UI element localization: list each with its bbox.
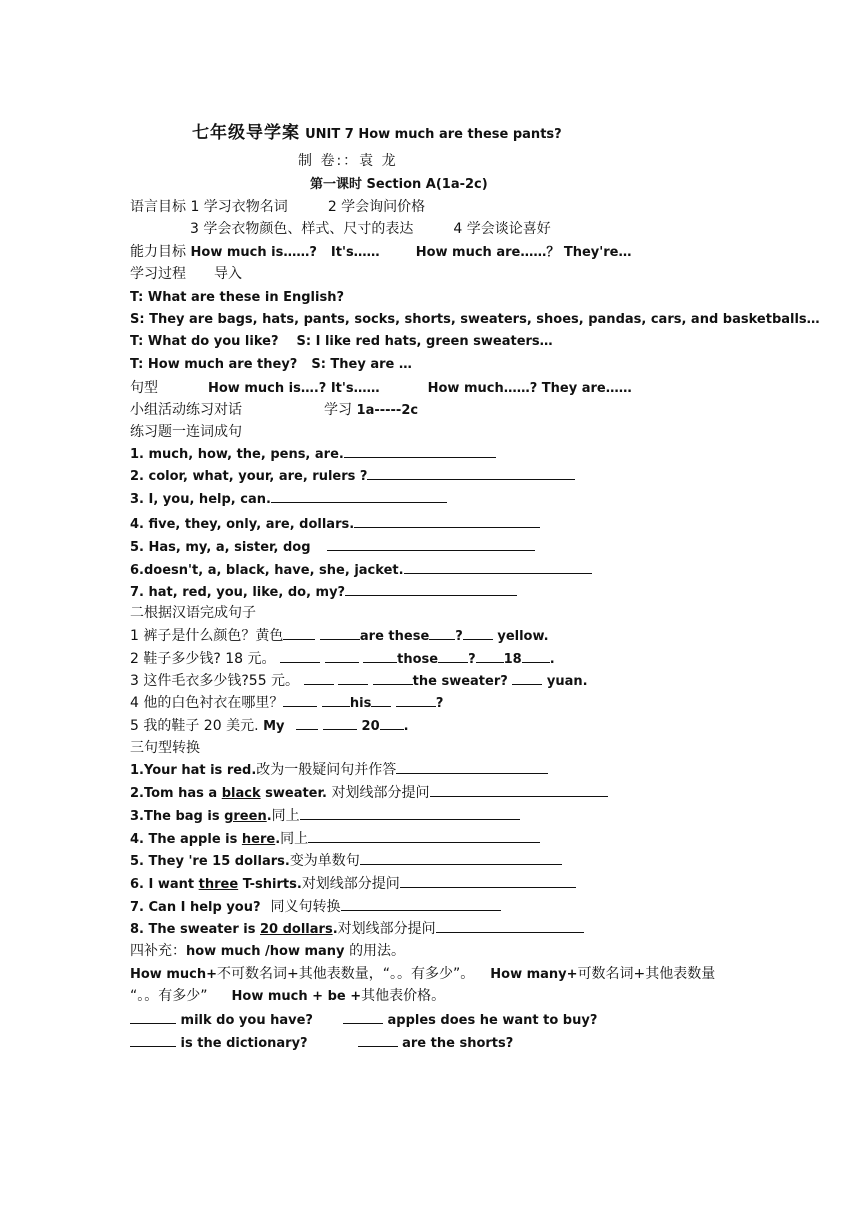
ex4-rule-line-2: “。。有多少” How much + be +其他表价格。 <box>130 988 446 1004</box>
answer-blank[interactable] <box>325 650 359 663</box>
ability-goals-line <box>130 243 631 262</box>
dialogue-line-4 <box>130 356 412 374</box>
ex3-item-8: 8. The sweater is 20 dollars.对划线部分提问 <box>130 920 584 939</box>
ex1-item-7: 7. hat, red, you, like, do, my? <box>130 583 517 602</box>
lesson-line: 第一课时 Section A(1a-2c) <box>310 177 488 192</box>
answer-blank[interactable] <box>429 627 455 640</box>
goal-4: 4 学会谈论喜好 <box>453 221 551 237</box>
answer-blank[interactable] <box>463 627 493 640</box>
answer-blank[interactable] <box>363 650 397 663</box>
ability-pattern-3: How much are……？ They're… <box>415 245 632 260</box>
ex1-item-4: 4. five, they, only, are, dollars. <box>130 515 540 534</box>
answer-blank[interactable] <box>371 694 391 707</box>
answer-blank[interactable] <box>327 538 535 551</box>
answer-blank[interactable] <box>345 583 517 596</box>
language-goals-line <box>130 198 425 217</box>
worksheet-title <box>192 118 562 143</box>
goal-3: 3 学会衣物颜色、样式、尺寸的表达 <box>190 221 414 237</box>
answer-blank[interactable] <box>404 561 592 574</box>
ex1-item-6: 6.doesn't, a, black, have, she, jacket. <box>130 561 592 580</box>
ex1-item-5: 5. Has, my, a, sister, dog <box>130 538 535 557</box>
exercise-1-heading: 练习题一连词成句 <box>130 424 242 440</box>
answer-blank[interactable] <box>380 717 404 730</box>
ex2-item-5: 5 我的鞋子 20 美元. My 20 . <box>130 718 409 734</box>
answer-blank[interactable] <box>300 807 520 820</box>
answer-blank[interactable] <box>373 672 413 685</box>
title-chinese: 七年级导学案 <box>192 123 300 143</box>
ex3-item-2: 2.Tom has a black sweater. 对划线部分提问 <box>130 784 608 803</box>
language-goals-line-2 <box>190 220 551 239</box>
dialogue-line-1: T: What are these in English? <box>130 290 345 305</box>
ex1-item-1: 1. much, how, the, pens, are. <box>130 445 496 464</box>
ex4-question-line-1: milk do you have? apples does he want to buy? <box>130 1011 597 1030</box>
ex4-question-line-2: is the dictionary? are the shorts? <box>130 1034 513 1053</box>
ex4-rule-line-1: How much+不可数名词+其他表数量，“。。有多少”。 How many+可数名词+其他表数量 <box>130 966 716 982</box>
dialogue-4-answer: S: They are … <box>311 357 412 372</box>
answer-blank[interactable] <box>322 694 350 707</box>
answer-blank[interactable] <box>436 920 584 933</box>
answer-blank[interactable] <box>283 627 315 640</box>
ex3-item-7: 7. Can I help you? 同义句转换 <box>130 898 501 917</box>
answer-blank[interactable] <box>280 650 320 663</box>
ex2-item-3: 3 这件毛衣多少钱?55 元。 the sweater? yuan. <box>130 673 588 689</box>
answer-blank[interactable] <box>271 490 447 503</box>
exercise-3-heading: 三句型转换 <box>130 740 200 756</box>
pattern-label: 句型 <box>130 380 158 396</box>
answer-blank[interactable] <box>304 672 334 685</box>
answer-blank[interactable] <box>343 1011 383 1024</box>
dialogue-3-question: T: What do you like? <box>130 334 279 349</box>
answer-blank[interactable] <box>400 875 576 888</box>
answer-blank[interactable] <box>396 761 548 774</box>
ability-pattern-1: How much is……? <box>190 245 317 260</box>
answer-blank[interactable] <box>341 898 501 911</box>
group-activity-line <box>130 401 418 420</box>
answer-blank[interactable] <box>320 627 360 640</box>
study-range: 1a-----2c <box>356 403 419 418</box>
ex1-item-3: 3. I, you, help, can. <box>130 490 447 509</box>
process-intro: 导入 <box>214 266 242 282</box>
answer-blank[interactable] <box>430 784 608 797</box>
dialogue-3-answer: S: I like red hats, green sweaters… <box>296 334 553 349</box>
ability-pattern-2: It's…… <box>330 245 380 260</box>
exercise-2-heading: 二根据汉语完成句子 <box>130 605 256 621</box>
dialogue-line-3 <box>130 333 553 351</box>
answer-blank[interactable] <box>522 650 550 663</box>
ex3-item-6: 6. I want three T-shirts.对划线部分提问 <box>130 875 576 894</box>
sentence-pattern-line <box>130 379 632 398</box>
author-line: 制 卷:：袁 龙 <box>298 153 398 169</box>
answer-blank[interactable] <box>283 694 317 707</box>
answer-blank[interactable] <box>323 717 357 730</box>
answer-blank[interactable] <box>130 1034 176 1047</box>
answer-blank[interactable] <box>338 672 368 685</box>
answer-blank[interactable] <box>344 445 496 458</box>
process-label: 学习过程 <box>130 266 186 282</box>
answer-blank[interactable] <box>358 1034 398 1047</box>
ex3-item-3: 3.The bag is green.同上 <box>130 807 520 826</box>
pattern-1: How much is….? It's…… <box>208 381 380 396</box>
answer-blank[interactable] <box>130 1011 176 1024</box>
group-activity-label: 小组活动练习对话 <box>130 402 242 418</box>
pattern-2: How much……? They are…… <box>427 381 632 396</box>
ex3-item-1: 1.Your hat is red.改为一般疑问句并作答 <box>130 761 548 780</box>
study-label: 学习 <box>324 402 352 418</box>
answer-blank[interactable] <box>308 830 540 843</box>
goal-2: 2 学会询问价格 <box>327 199 426 215</box>
answer-blank[interactable] <box>476 650 504 663</box>
answer-blank[interactable] <box>354 515 540 528</box>
title-english: UNIT 7 How much are these pants? <box>305 127 562 142</box>
dialogue-4-question: T: How much are they? <box>130 357 298 372</box>
ability-label: 能力目标 <box>130 244 186 260</box>
answer-blank[interactable] <box>438 650 468 663</box>
answer-blank[interactable] <box>296 717 318 730</box>
answer-blank[interactable] <box>367 467 575 480</box>
ex2-item-1: 1 裤子是什么颜色？黄色 are these ? yellow. <box>130 628 549 644</box>
ex2-item-2: 2 鞋子多少钱? 18 元。 those ? 18 . <box>130 651 555 667</box>
answer-blank[interactable] <box>360 852 562 865</box>
dialogue-line-2: S: They are bags, hats, pants, socks, shorts, sweaters, shoes, pandas, cars, and basketballs… <box>130 312 820 327</box>
goal-1: 语言目标 1 学习衣物名词 <box>130 199 288 215</box>
process-heading <box>130 265 242 284</box>
answer-blank[interactable] <box>512 672 542 685</box>
ex3-item-4: 4. The apple is here.同上 <box>130 830 540 849</box>
answer-blank[interactable] <box>396 694 436 707</box>
ex3-item-5: 5. They 're 15 dollars.变为单数句 <box>130 852 562 871</box>
ex2-item-4: 4 他的白色衬衣在哪里？ his ? <box>130 695 444 711</box>
ex1-item-2: 2. color, what, your, are, rulers ? <box>130 467 575 486</box>
exercise-4-heading: 四补充：how much /how many 的用法。 <box>130 943 406 959</box>
